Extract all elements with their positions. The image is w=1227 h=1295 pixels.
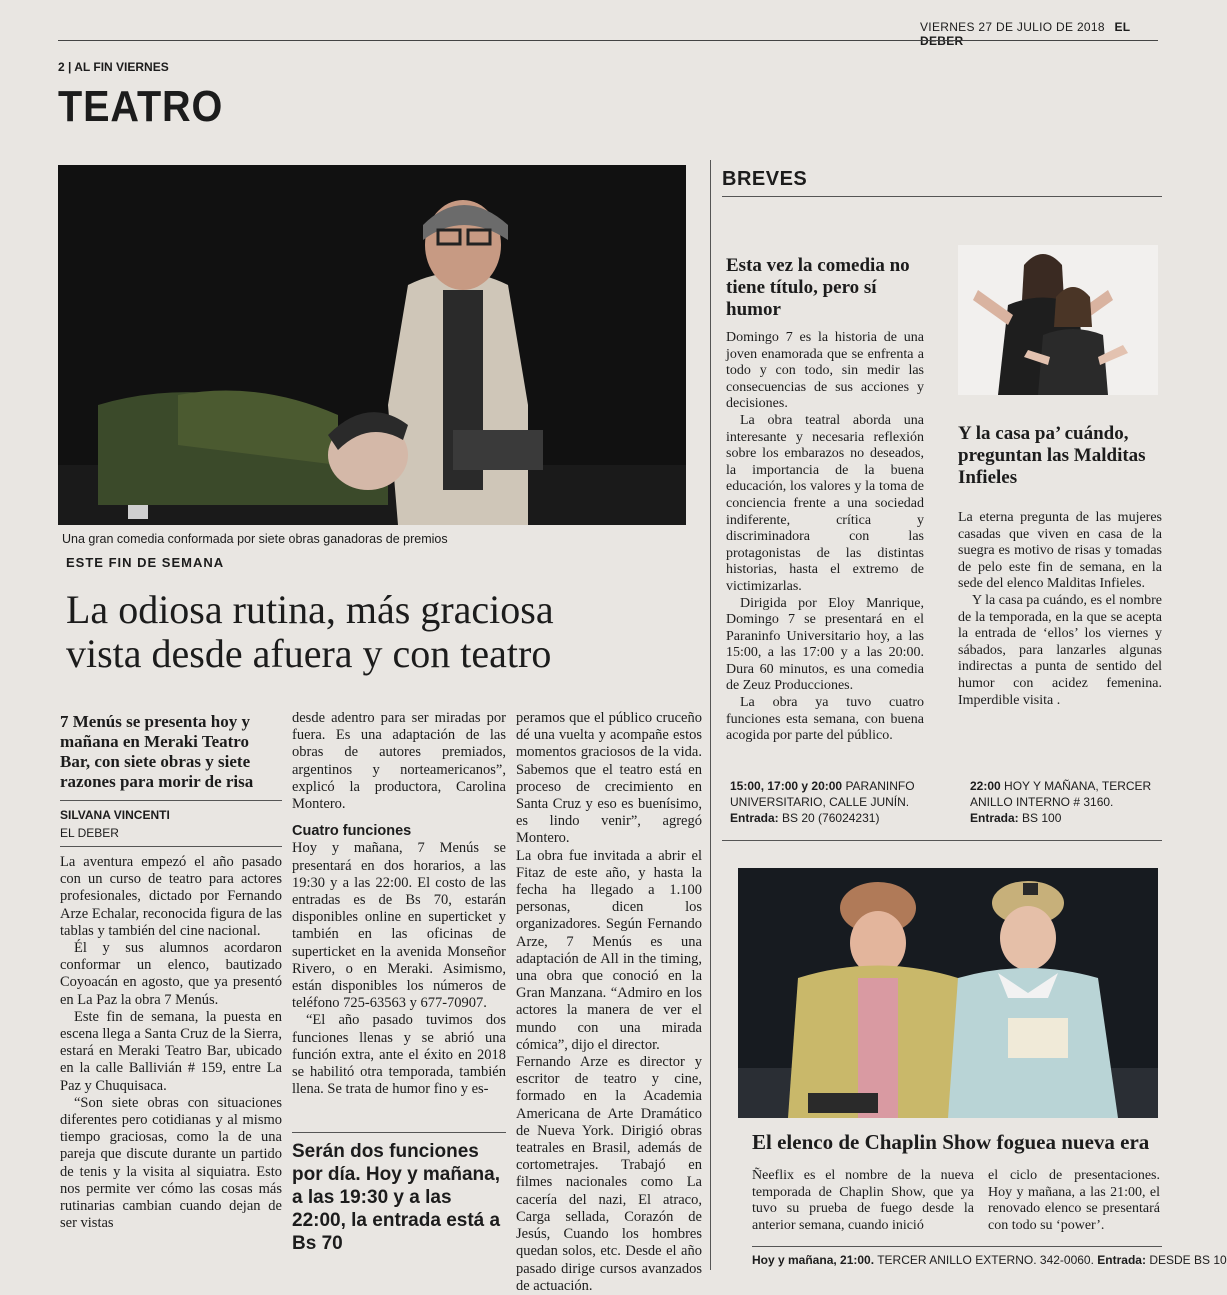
brief2-info	[970, 778, 1160, 826]
brief2-photo	[958, 245, 1158, 395]
brief3-headline: El elenco de Chaplin Show foguea nueva era	[752, 1130, 1150, 1154]
brief3-info-rule	[752, 1246, 1162, 1247]
brief1-info	[730, 778, 930, 826]
outlet: EL DEBER	[60, 826, 119, 840]
main-lead: 7 Menús se presenta hoy y mañana en Meraki Teatro Bar, con siete obras y siete razones para morir de risa	[60, 712, 254, 791]
main-photo	[58, 165, 686, 525]
brief2-info-label: Entrada:	[970, 811, 1019, 825]
brief1-headline: Esta vez la comedia no tiene título, pero sí humor	[726, 255, 910, 320]
brief1-body	[726, 330, 924, 745]
brief3-info-label: Entrada:	[1097, 1253, 1146, 1267]
column-2	[292, 710, 506, 1098]
breves-title: BREVES	[722, 168, 808, 190]
col2-paragraph-2: “El año pasado tuvimos dos funciones llenas y se abrió una función extra, ante el éxito en 2018 se habilitó otra temporada, también llena. Se trata de humor fino y es-	[292, 1012, 506, 1098]
brief2-paragraph-1: La eterna pregunta de las mujeres casadas que viven en casa de la suegra es motivo de risas y tomadas de pelo este fin de semana, en la sede del elenco Malditas Infieles.	[958, 510, 1162, 592]
col1-paragraph-1: La aventura empezó el año pasado con un curso de teatro para actores profesionales, dictado por Fernando Arze Echalar, reconocida figura de las tablas y también del cine nacional.	[60, 854, 282, 939]
brief1-paragraph-1: Domingo 7 es la historia de una joven enamorada que se enfrenta a todo y con todo, sin medir las consecuencias de sus acciones y decisiones.	[726, 330, 924, 412]
brief1-info-time: 15:00, 17:00 y 20:00	[730, 779, 843, 793]
brief1-info-label: Entrada:	[730, 811, 779, 825]
col1-paragraph-3: Este fin de semana, la puesta en escena llega a Santa Cruz de la Sierra, estará en Meraki Teatro Bar, ubicado en la calle Ballivián # 159, entre La Paz y Chuquisaca.	[60, 1008, 282, 1094]
headline-line-2: vista desde afuera y con teatro	[66, 631, 552, 676]
column-3	[516, 710, 702, 1295]
brief3-col-a: Ñeeflix es el nombre de la nueva temporada de Chaplin Show, que ya tuvo su prueba de fuego desde la anterior semana, cuando inició	[752, 1168, 974, 1233]
actors-illustration	[58, 165, 686, 525]
brief2-paragraph-2: Y la casa pa cuándo, es el nombre de la temporada, en la que se acepta la entrada de ‘ellos’ los viernes y sábados, para lanzarles algunas indirectas a punta de sentido del humor con acidez femenina. Imperdible visita .	[958, 592, 1162, 708]
quote-divider	[292, 1132, 506, 1133]
page-number: 2 | AL FIN VIERNES	[58, 60, 169, 74]
brief1-paragraph-2: La obra teatral aborda una interesante y necesaria reflexión sobre los embarazos no deseados, la importancia de la buena educación, los valores y la toma de conciencia frente a una sociedad indiferente, crítica y discriminadora con las protagonistas de las distintas historias, hasta el extremo de victimizarlas.	[726, 412, 924, 594]
col2-subhead: Cuatro funciones	[292, 823, 412, 840]
column-1	[60, 854, 282, 1232]
breves-mid-rule	[722, 840, 1162, 841]
brief2-body	[958, 510, 1162, 709]
brief1-paragraph-4: La obra ya tuvo cuatro funciones esta semana, con buena acogida por parte del público.	[726, 695, 924, 744]
main-kicker: ESTE FIN DE SEMANA	[66, 555, 225, 570]
brief3-info-time: Hoy y mañana, 21:00.	[752, 1253, 875, 1267]
col3-paragraph-1: peramos que el público cruceño dé una vuelta y acompañe estos momentos graciosos de la vida. Sabemos que el teatro está en proceso de crecimiento en Santa Cruz y eso es buenísimo, es lindo venir”, agregó Montero.	[516, 710, 702, 847]
breves-divider	[710, 160, 711, 1270]
section-title: TEATRO	[58, 82, 224, 131]
breves-top-rule	[722, 196, 1162, 197]
brief2-info-place: HOY Y MAÑANA, TERCER ANILLO INTERNO # 3160.	[970, 779, 1152, 809]
col3-paragraph-3: Fernando Arze es director y escritor de teatro y cine, formado en la Academia Americana de Arte Dramático de Nueva York. Dirigió obras teatrales en Brasil, además de cortometrajes. Trabajó en filmes nacionales como La cacería del nazi, El atraco, Carga sellada, Corazón de Jesús, Cuando los hombres quedan solos, etc. Desde el año pasado dirige cursos avanzados de actuación.	[516, 1054, 702, 1294]
brief3-info	[752, 1252, 1227, 1268]
top-divider	[58, 40, 1158, 41]
chaplin-show-illustration	[738, 868, 1158, 1118]
photo-caption: Una gran comedia conformada por siete obras ganadoras de premios	[62, 532, 448, 546]
headline-line-1: La odiosa rutina, más graciosa	[66, 587, 554, 632]
brief3-info-price: DESDE BS 10	[1149, 1253, 1227, 1267]
col2-paragraph-1: Hoy y mañana, 7 Menús se presentará en dos horarios, a las 19:30 y a las 22:00. El costo de las entradas es de Bs 70, estarán disponibles online en superticket y también en las oficinas de superticket en la avenida Monseñor Rivero, o en Meraki. Asimismo, están disponibles los números de teléfono 725-63563 y 677-70907.	[292, 840, 506, 1012]
brief3-photo	[738, 868, 1158, 1118]
main-headline	[66, 588, 696, 676]
brief2-headline: Y la casa pa’ cuándo, preguntan las Malditas Infieles	[958, 423, 1146, 488]
brief3-col-b: el ciclo de presentaciones. Hoy y mañana, a las 21:00, el renovado elenco se presentará con todo su ‘power’.	[988, 1168, 1160, 1233]
brief3-info-place: TERCER ANILLO EXTERNO. 342-0060.	[877, 1253, 1094, 1267]
brief1-info-price: BS 20 (76024231)	[782, 811, 880, 825]
author: SILVANA VINCENTI	[60, 808, 170, 822]
lead-divider	[60, 800, 282, 801]
brief2-info-time: 22:00	[970, 779, 1001, 793]
masthead-paper: EL DEBER	[920, 20, 1131, 48]
actresses-illustration	[958, 245, 1158, 395]
masthead-date: VIERNES 27 DE JULIO DE 2018	[920, 20, 1105, 34]
brief1-info-place: PARANINFO UNIVERSITARIO, CALLE JUNÍN.	[730, 779, 915, 809]
col3-paragraph-2: La obra fue invitada a abrir el Fitaz de este año, y hasta la fecha ha llegado a 1.100 personas, dicen los organizadores. Según Fernando Arze, 7 Menús es una adaptación de All in the timing, una obra que conoció en la Gran Manzana. “Admiro en los actores la manera de ver el mundo con una mirada cómica”, dijo el director.	[516, 847, 702, 1053]
col1-paragraph-4: “Son siete obras con situaciones diferentes pero cotidianas y al mismo tiempo graciosas, como la de una pareja que discute durante un partido de tenis y la visita al siquiatra. Esto nos permite ver cómo las cosas más rutinarias cambian cuando dejan de ser vistas	[60, 1094, 282, 1232]
byline-divider	[60, 846, 282, 847]
col2-intro: desde adentro para ser miradas por fuera. Es una adaptación de las obras de autores premiados, argentinos y norteamericanos”, explicó la productora, Carolina Montero.	[292, 710, 506, 813]
masthead-date-line	[920, 20, 1160, 48]
col1-paragraph-2: Él y sus alumnos acordaron conformar un elenco, bautizado Coyoacán en agosto, que ya presentó en La Paz la obra 7 Menús.	[60, 940, 282, 1008]
pull-quote: Serán dos funciones por día. Hoy y mañana, a las 19:30 y a las 22:00, la entrada está a Bs 70	[292, 1141, 501, 1254]
brief2-info-price: BS 100	[1022, 811, 1062, 825]
brief1-paragraph-3: Dirigida por Eloy Manrique, Domingo 7 se presentará en el Paraninfo Universitario hoy, a las 15:00, a las 17:00 y a las 20:00. Dura 60 minutos, es una comedia de Zeuz Producciones.	[726, 595, 924, 694]
